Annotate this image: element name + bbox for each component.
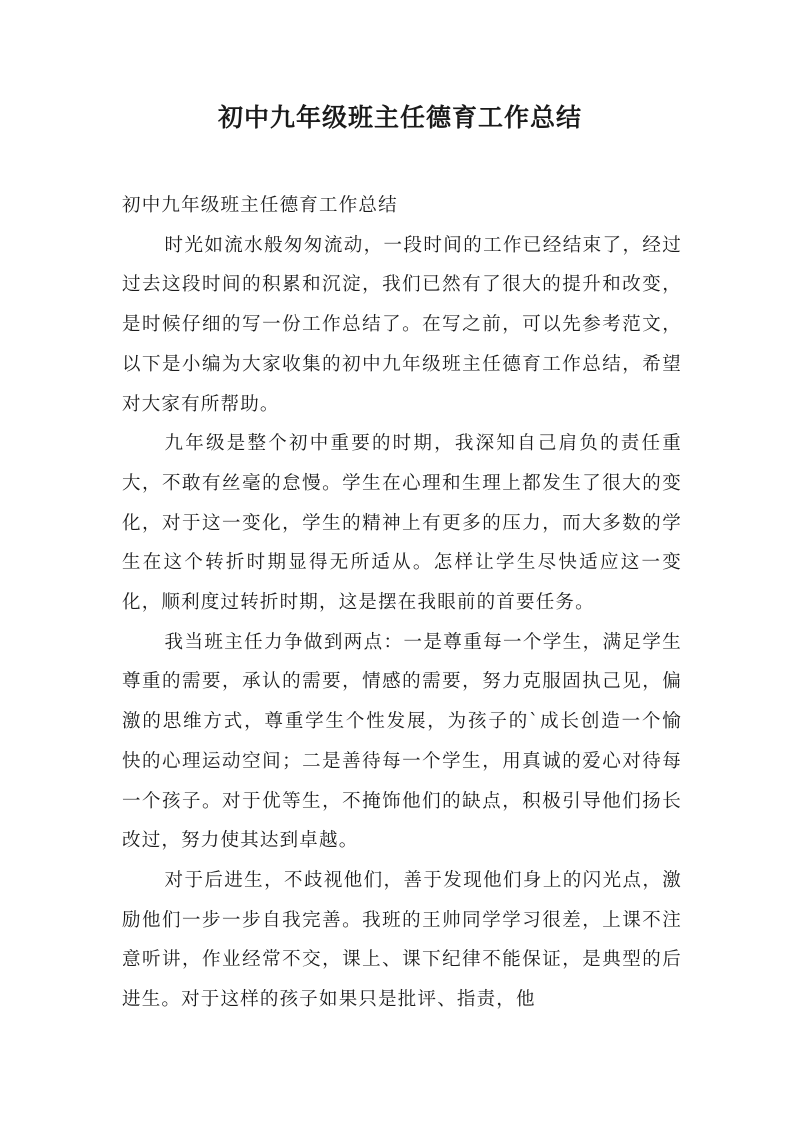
paragraph: 时光如流水般匆匆流动，一段时间的工作已经结束了，经过过去这段时间的积累和沉淀，我们已然有了很大的提升和改变，是时候仔细的写一份工作总结了。在写之前，可以先参考范文，以下是小编为大家收集的初中九年级班主任德育工作总结，希望对大家有所帮助。 [122,234,682,415]
document-subtitle: 初中九年级班主任德育工作总结 [122,195,398,216]
document-title: 初中九年级班主任德育工作总结 [217,103,582,132]
document-body [122,186,682,1020]
paragraph: 我当班主任力争做到两点：一是尊重每一个学生，满足学生尊重的需要，承认的需要，情感的需要，努力克服固执己见，偏激的思维方式，尊重学生个性发展，为孩子的`成长创造一个愉快的心理运动空间；二是善待每一个学生，用真诚的爱心对待每一个孩子。对于优等生，不掩饰他们的缺点，积极引导他们扬长改过，努力使其达到卓越。 [122,631,682,852]
paragraph: 对于后进生，不歧视他们，善于发现他们身上的闪光点，激励他们一步一步自我完善。我班的王帅同学学习很差，上课不注意听讲，作业经常不交，课上、课下纪律不能保证，是典型的后进生。对于这样的孩子如果只是批评、指责，他 [122,869,682,1011]
paragraph: 九年级是整个初中重要的时期，我深知自己肩负的责任重大，不敢有丝毫的怠慢。学生在心理和生理上都发生了很大的变化，对于这一变化，学生的精神上有更多的压力，而大多数的学生在这个转折时期显得无所适从。怎样让学生尽快适应这一变化，顺利度过转折时期，这是摆在我眼前的首要任务。 [122,433,682,614]
